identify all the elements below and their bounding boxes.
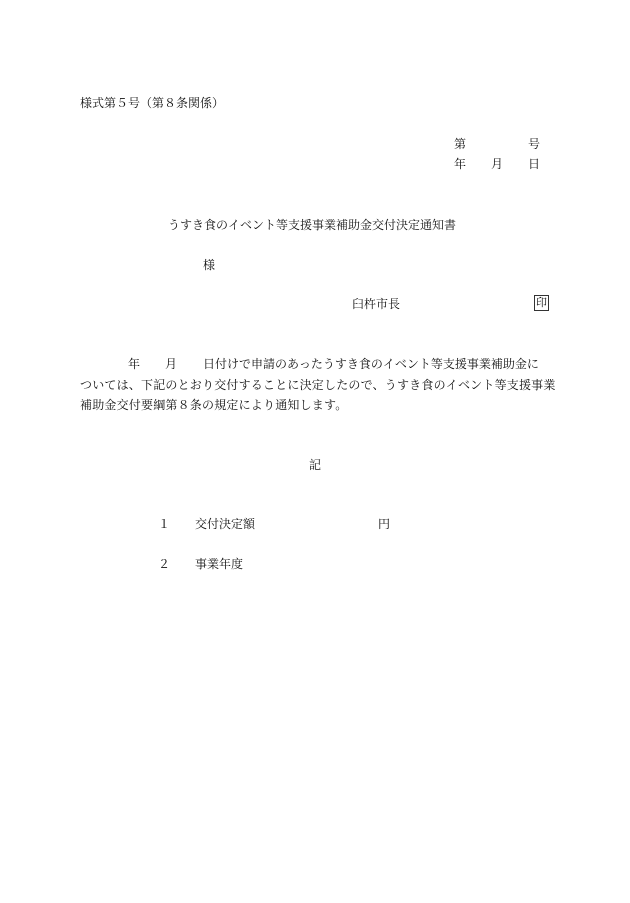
item-1-number: １: [158, 517, 171, 531]
issuer-name: 臼杵市長: [352, 297, 401, 311]
body-line-2: ついては、下記のとおり交付することに決定したので、うすき食のイベント等支援事業: [80, 378, 556, 392]
body-line-3: 補助金交付要綱第８条の規定により通知します。: [80, 398, 348, 412]
body-month: 月: [165, 357, 178, 371]
ki-heading: 記: [309, 458, 322, 472]
document-title: うすき食のイベント等支援事業補助金交付決定通知書: [168, 218, 457, 232]
item-2-number: ２: [158, 557, 171, 571]
body-year: 年: [128, 357, 141, 371]
doc-date-month: 月: [491, 157, 504, 171]
body-line-1: 日付けで申請のあったうすき食のイベント等支援事業補助金に: [203, 357, 539, 371]
doc-date-day: 日: [528, 157, 541, 171]
seal-mark: 印: [536, 296, 547, 309]
item-1-unit: 円: [378, 517, 391, 531]
doc-number-suffix: 号: [528, 137, 541, 151]
form-number: 様式第５号（第８条関係）: [80, 96, 225, 110]
item-2-label: 事業年度: [195, 557, 244, 571]
item-1-label: 交付決定額: [195, 517, 256, 531]
addressee-suffix: 様: [203, 258, 216, 272]
doc-number-prefix: 第: [454, 137, 467, 151]
doc-date-year: 年: [454, 157, 467, 171]
